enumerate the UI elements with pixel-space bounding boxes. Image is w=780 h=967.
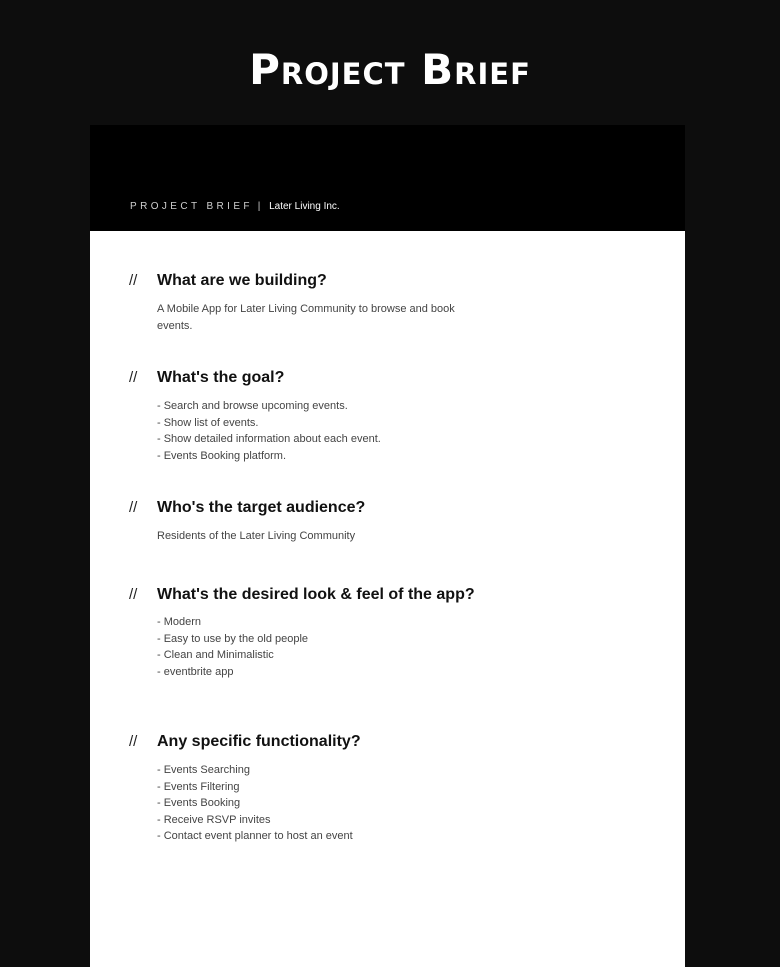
document-header [90, 125, 685, 231]
list-item: - Events Booking [157, 797, 241, 810]
page-title: Project Brief [249, 45, 531, 94]
header-line [130, 201, 340, 213]
section-heading: What's the desired look & feel of the app? [157, 586, 475, 603]
header-separator: | [257, 201, 261, 212]
look-feel-list [157, 614, 649, 680]
section-marker: // [129, 369, 138, 386]
list-item: - Clean and Minimalistic [157, 649, 274, 662]
section-marker: // [129, 733, 138, 750]
list-item: - Contact event planner to host an event [157, 830, 353, 843]
list-item: - Events Filtering [157, 780, 240, 793]
section-what-building [129, 270, 649, 334]
list-item: - Events Booking platform. [157, 449, 287, 462]
list-item: - eventbrite app [157, 665, 234, 678]
goal-list [157, 398, 649, 464]
list-item: - Modern [157, 616, 202, 628]
list-item: - Easy to use by the old people [157, 632, 309, 645]
section-body: Residents of the Later Living Community [157, 530, 356, 542]
list-item: - Show detailed information about each event. [157, 433, 381, 446]
section-functionality [129, 731, 649, 845]
section-heading: Any specific functionality? [157, 733, 361, 750]
brief-document [90, 125, 685, 967]
functionality-list [157, 762, 649, 845]
section-goal [129, 367, 649, 464]
section-marker: // [129, 272, 138, 289]
list-item: - Show list of events. [157, 416, 259, 429]
section-marker: // [129, 586, 138, 603]
section-heading: What are we building? [157, 272, 327, 289]
section-audience [129, 497, 649, 545]
company-name: Later Living Inc. [269, 201, 340, 212]
list-item: - Search and browse upcoming events. [157, 400, 348, 412]
section-marker: // [129, 499, 138, 516]
brief-label: PROJECT BRIEF [130, 201, 253, 212]
section-heading: What's the goal? [157, 369, 285, 386]
list-item: - Events Searching [157, 764, 250, 776]
section-look-feel [129, 584, 649, 680]
section-heading: Who's the target audience? [157, 499, 366, 516]
section-body: A Mobile App for Later Living Community to browse and book events. [157, 303, 455, 332]
list-item: - Receive RSVP invites [157, 813, 271, 826]
